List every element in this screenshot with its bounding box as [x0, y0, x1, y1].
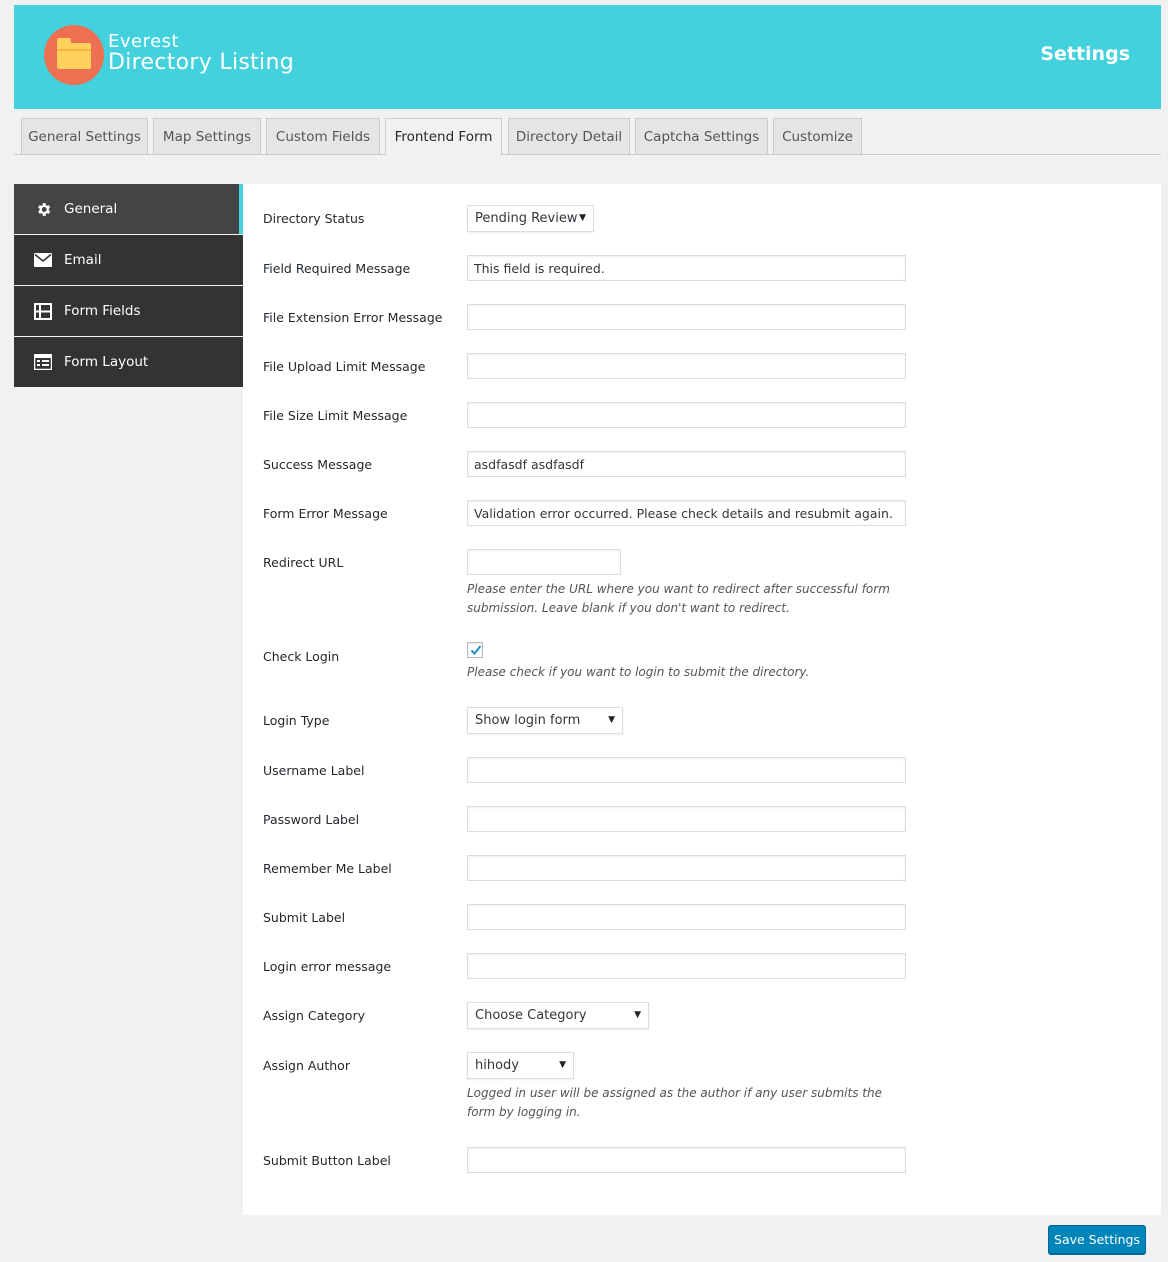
sidebar-item-label: Form Layout	[64, 354, 149, 370]
assign-category-value: Choose Category	[475, 1008, 587, 1023]
remember-me-label-input[interactable]	[467, 855, 906, 881]
username-label-label: Username Label	[263, 763, 365, 778]
assign-author-help: Logged in user will be assigned as the author if any user submits the form by logging in.	[467, 1086, 882, 1119]
sidebar-item-label: Email	[64, 252, 102, 268]
sidebar	[14, 184, 243, 388]
sidebar-item-label: Form Fields	[64, 303, 141, 319]
login-error-input[interactable]	[467, 953, 906, 979]
login-type-select[interactable]	[467, 707, 623, 734]
tab-directory-detail[interactable]: Directory Detail	[508, 118, 630, 154]
redirect-url-help: Please enter the URL where you want to redirect after successful form submission. Leave blank if you don't want to redirect.	[467, 582, 890, 615]
check-login-checkbox[interactable]	[467, 642, 483, 658]
password-label-input[interactable]	[467, 806, 906, 832]
sidebar-item-form-layout[interactable]	[14, 337, 243, 387]
logo-text-bottom: Directory Listing	[108, 50, 294, 75]
directory-status-select[interactable]	[467, 205, 594, 232]
remember-me-label-label: Remember Me Label	[263, 861, 392, 876]
field-required-input[interactable]	[467, 255, 906, 281]
submit-button-label-input[interactable]	[467, 1147, 906, 1173]
username-label-input[interactable]	[467, 757, 906, 783]
caret-down-icon: ▼	[559, 1060, 566, 1070]
file-upload-limit-input[interactable]	[467, 353, 906, 379]
field-required-label: Field Required Message	[263, 261, 411, 276]
form-error-input[interactable]	[467, 500, 906, 526]
logo-text-top: Everest	[108, 31, 180, 52]
form-layout-icon	[34, 353, 52, 371]
sidebar-item-email[interactable]	[14, 235, 243, 285]
success-message-label: Success Message	[263, 457, 373, 472]
gear-icon	[34, 200, 52, 218]
submit-button-label-label: Submit Button Label	[263, 1153, 391, 1168]
sidebar-item-form-fields[interactable]	[14, 286, 243, 336]
caret-down-icon: ▼	[579, 213, 586, 223]
tab-customize[interactable]: Customize	[773, 118, 862, 154]
file-extension-label: File Extension Error Message	[263, 310, 443, 325]
password-label-label: Password Label	[263, 812, 360, 827]
file-extension-input[interactable]	[467, 304, 906, 330]
tab-frontend-form[interactable]: Frontend Form	[385, 118, 502, 155]
redirect-url-input[interactable]	[467, 549, 621, 575]
tab-map-settings[interactable]: Map Settings	[153, 118, 261, 154]
assign-category-select[interactable]	[467, 1002, 649, 1029]
app-header	[14, 5, 1161, 109]
save-settings-button[interactable]: Save Settings	[1048, 1225, 1146, 1254]
checkmark-icon	[469, 643, 483, 657]
sidebar-item-label: General	[64, 201, 118, 217]
caret-down-icon: ▼	[608, 715, 615, 725]
settings-tabs	[14, 118, 1161, 155]
submit-label-label: Submit Label	[263, 910, 346, 925]
envelope-icon	[34, 251, 52, 269]
tab-captcha-settings[interactable]: Captcha Settings	[635, 118, 768, 154]
settings-panel	[243, 184, 1161, 1215]
check-login-help: Please check if you want to login to submit the directory.	[467, 665, 810, 679]
logo-folder-icon	[44, 25, 104, 85]
submit-label-input[interactable]	[467, 904, 906, 930]
directory-status-label: Directory Status	[263, 211, 365, 226]
file-size-limit-label: File Size Limit Message	[263, 408, 408, 423]
file-upload-limit-label: File Upload Limit Message	[263, 359, 426, 374]
file-size-limit-input[interactable]	[467, 402, 906, 428]
login-type-value: Show login form	[475, 713, 581, 728]
assign-author-select[interactable]	[467, 1052, 574, 1079]
redirect-url-label: Redirect URL	[263, 555, 344, 570]
caret-down-icon: ▼	[634, 1010, 641, 1020]
login-error-label: Login error message	[263, 959, 392, 974]
assign-category-label: Assign Category	[263, 1008, 365, 1023]
page-title: Settings	[1040, 43, 1130, 65]
sidebar-item-general[interactable]	[14, 184, 243, 234]
check-login-label: Check Login	[263, 649, 340, 664]
assign-author-label: Assign Author	[263, 1058, 350, 1073]
form-fields-icon	[34, 302, 52, 320]
assign-author-value: hihody	[475, 1058, 519, 1073]
tab-custom-fields[interactable]: Custom Fields	[266, 118, 380, 154]
tab-general-settings[interactable]: General Settings	[21, 118, 148, 154]
success-message-input[interactable]	[467, 451, 906, 477]
form-error-label: Form Error Message	[263, 506, 388, 521]
directory-status-value: Pending Review	[475, 211, 578, 226]
login-type-label: Login Type	[263, 713, 330, 728]
